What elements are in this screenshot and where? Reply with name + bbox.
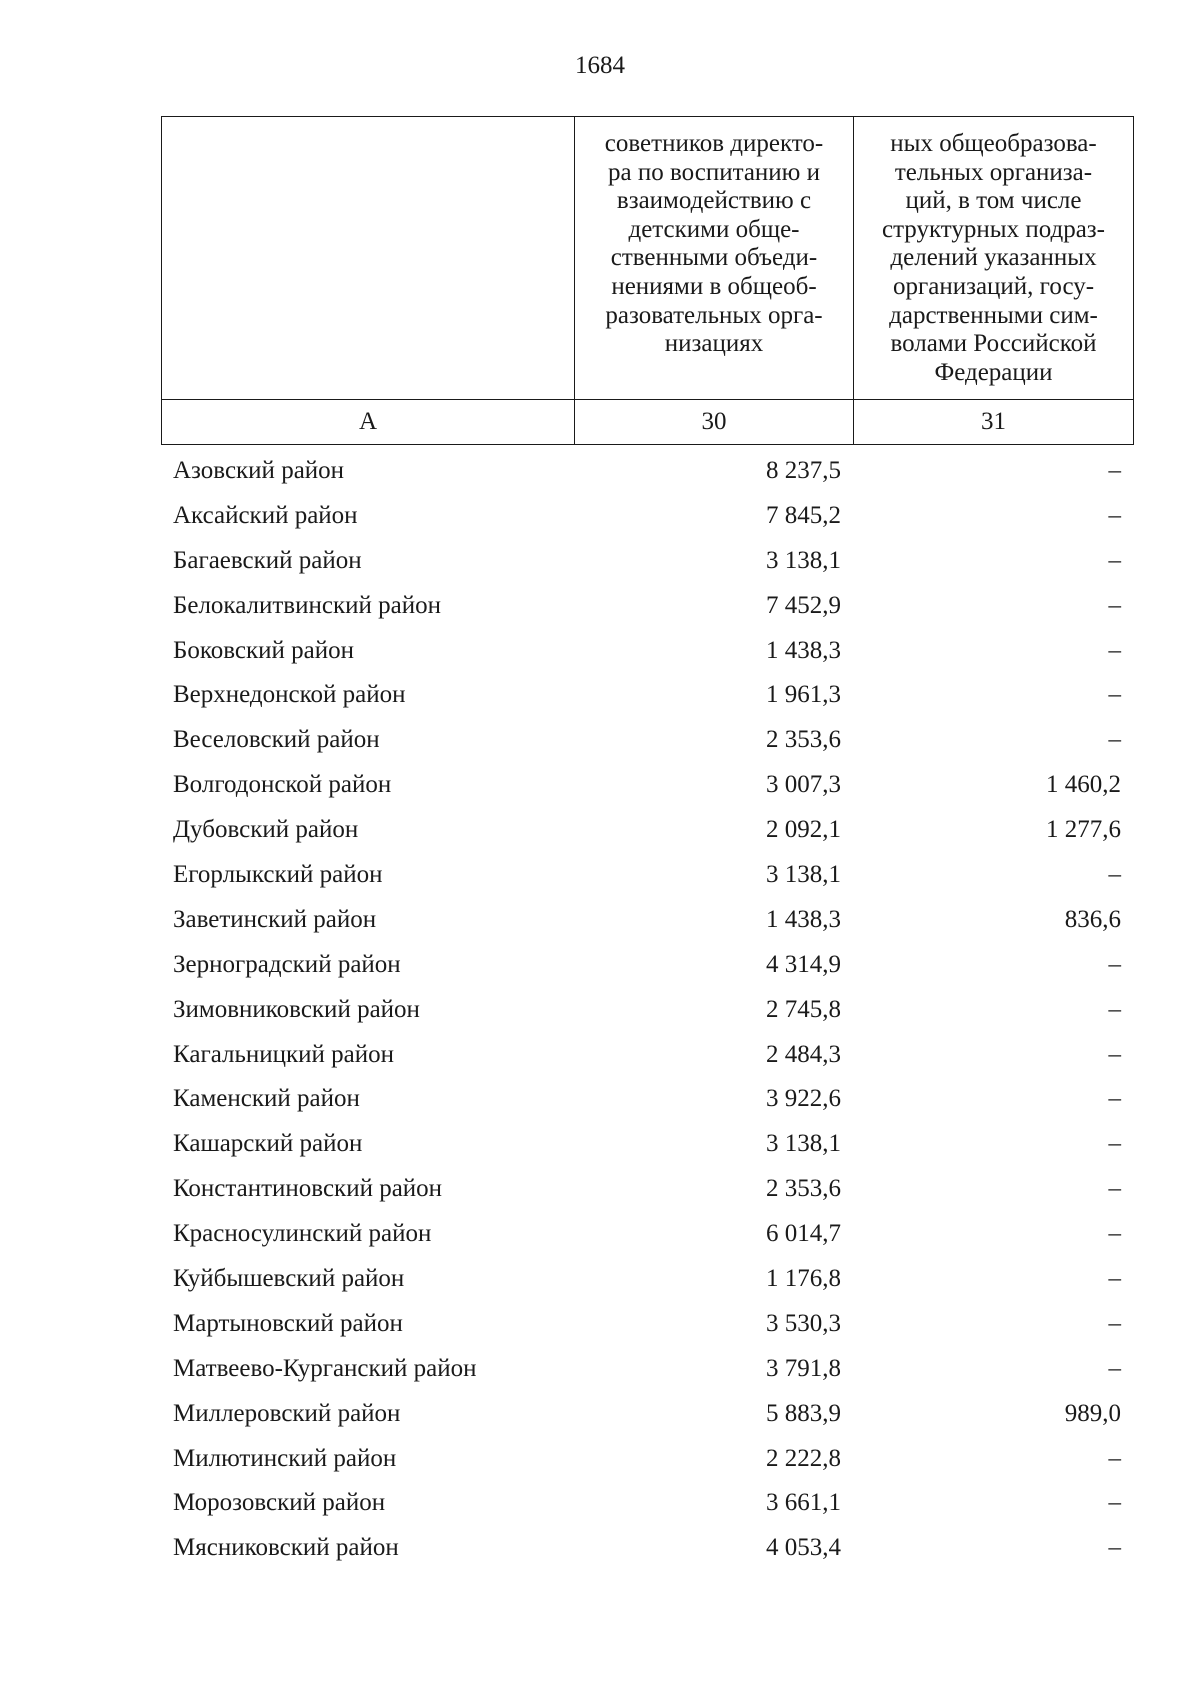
header-col-31-desc-line: дарственными сим-	[889, 301, 1098, 329]
district-name: Дубовский район	[173, 816, 359, 844]
header-col-31-desc-line: ций, в том числе	[905, 187, 1082, 215]
header-col-31-desc-line: тельных организа-	[894, 158, 1093, 186]
value-col-31: –	[1108, 1175, 1121, 1203]
value-col-31: –	[1108, 726, 1121, 754]
value-col-31: –	[1108, 950, 1121, 978]
value-col-31: 836,6	[1064, 905, 1121, 933]
district-name: Аксайский район	[173, 501, 358, 529]
header-description-row	[162, 117, 1134, 400]
value-col-30: 3 138,1	[766, 1130, 841, 1158]
table-row	[161, 765, 1133, 810]
district-name: Кагальницкий район	[173, 1040, 395, 1068]
value-col-31: 1 277,6	[1046, 816, 1121, 844]
value-col-31: –	[1108, 861, 1121, 889]
district-name: Мясниковский район	[173, 1534, 399, 1562]
value-col-30: 2 353,6	[766, 726, 841, 754]
value-col-30: 2 745,8	[766, 995, 841, 1023]
table-row	[161, 1124, 1133, 1169]
table-row	[161, 810, 1133, 855]
value-col-30: 5 883,9	[766, 1399, 841, 1427]
table-row	[161, 675, 1133, 720]
value-col-30: 8 237,5	[766, 457, 841, 484]
district-name: Зимовниковский район	[173, 995, 420, 1023]
value-col-31: –	[1108, 1354, 1121, 1382]
table-row	[161, 586, 1133, 631]
page-number: 1684	[575, 52, 625, 79]
value-col-30: 1 176,8	[766, 1265, 841, 1293]
value-col-30: 6 014,7	[766, 1220, 841, 1248]
value-col-31: –	[1108, 546, 1121, 574]
header-col-31-desc-line: структурных подраз-	[881, 215, 1105, 243]
table-row	[161, 1349, 1133, 1394]
table-row	[161, 631, 1133, 676]
table-row	[161, 1079, 1133, 1124]
value-col-31: –	[1108, 636, 1121, 664]
table-row	[161, 541, 1133, 586]
value-col-30: 3 791,8	[766, 1354, 841, 1382]
value-col-31: –	[1108, 1534, 1121, 1562]
value-col-30: 2 484,3	[766, 1040, 841, 1068]
header-col-30-desc-line: ственными объеди-	[610, 244, 818, 272]
header-col-31-desc	[854, 117, 1134, 400]
table-row	[161, 1483, 1133, 1528]
header-col-30-desc-line: разовательных орга-	[605, 301, 823, 329]
value-col-31: –	[1108, 1265, 1121, 1293]
header-col-30-desc-line: нениями в общеоб-	[611, 272, 817, 300]
value-col-30: 2 222,8	[766, 1444, 841, 1472]
table-row	[161, 1214, 1133, 1259]
value-col-30: 3 530,3	[766, 1309, 841, 1337]
district-name: Азовский район	[173, 457, 345, 484]
district-name: Кашарский район	[173, 1130, 363, 1158]
value-col-31: –	[1108, 457, 1121, 484]
table-row	[161, 451, 1133, 496]
district-name: Красносулинский район	[173, 1220, 432, 1248]
district-name: Зерноградский район	[173, 950, 401, 978]
district-name: Каменский район	[173, 1085, 360, 1113]
value-col-31: –	[1108, 1309, 1121, 1337]
table-row	[161, 1439, 1133, 1484]
table-row	[161, 1259, 1133, 1304]
value-col-31: –	[1108, 995, 1121, 1023]
value-col-31: –	[1108, 591, 1121, 619]
table-row	[161, 1394, 1133, 1439]
value-col-30: 3 138,1	[766, 546, 841, 574]
value-col-30: 1 961,3	[766, 681, 841, 709]
header-col-30-desc-line: ра по воспитанию и	[608, 158, 820, 186]
value-col-31: 1 460,2	[1046, 771, 1121, 799]
value-col-30: 4 053,4	[766, 1534, 841, 1562]
header-col-30-desc-line: детскими обще-	[628, 215, 800, 243]
table-body	[161, 451, 1133, 1573]
table-row	[161, 855, 1133, 900]
table-row	[161, 900, 1133, 945]
table-header	[161, 116, 1134, 445]
value-col-31: –	[1108, 501, 1121, 529]
value-col-31: –	[1108, 1130, 1121, 1158]
value-col-31: –	[1108, 1040, 1121, 1068]
value-col-30: 3 007,3	[766, 771, 841, 799]
value-col-30: 7 452,9	[766, 591, 841, 619]
value-col-31: –	[1108, 1085, 1121, 1113]
header-col-31-desc-line: Федерации	[934, 358, 1053, 386]
district-name: Заветинский район	[173, 905, 377, 933]
district-name: Миллеровский район	[173, 1399, 401, 1427]
table-row	[161, 1528, 1133, 1573]
district-name: Егорлыкский район	[173, 861, 383, 889]
value-col-31: –	[1108, 1489, 1121, 1517]
header-col-31-desc-line: ных общеобразова-	[890, 130, 1097, 157]
header-col-30-desc-line: низациях	[664, 330, 764, 358]
table-row	[161, 945, 1133, 990]
value-col-31: –	[1108, 1220, 1121, 1248]
header-col-31-num: 31	[854, 400, 1134, 445]
district-name: Милютинский район	[173, 1444, 397, 1472]
value-col-30: 2 092,1	[766, 816, 841, 844]
table-row	[161, 496, 1133, 541]
district-name: Веселовский район	[173, 726, 380, 754]
district-name: Мартыновский район	[173, 1309, 403, 1337]
table-row	[161, 990, 1133, 1035]
value-col-30: 7 845,2	[766, 501, 841, 529]
value-col-30: 3 922,6	[766, 1085, 841, 1113]
table-row	[161, 1169, 1133, 1214]
header-col-31-desc-line: делений указанных	[890, 244, 1097, 272]
value-col-31: 989,0	[1064, 1399, 1121, 1427]
district-name: Волгодонской район	[173, 771, 392, 799]
value-col-30: 1 438,3	[766, 905, 841, 933]
header-col-a-desc	[162, 117, 575, 400]
district-name: Морозовский район	[173, 1489, 386, 1517]
header-col-30-desc	[575, 117, 854, 400]
district-name: Верхнедонской район	[173, 681, 406, 709]
table-row	[161, 720, 1133, 765]
header-col-a-num: А	[162, 400, 575, 445]
table-row	[161, 1304, 1133, 1349]
district-name: Константиновский район	[173, 1175, 443, 1203]
value-col-30: 3 138,1	[766, 861, 841, 889]
header-col-30-desc-line: взаимодействию с	[616, 187, 812, 215]
value-col-30: 4 314,9	[766, 950, 841, 978]
district-name: Куйбышевский район	[173, 1265, 405, 1293]
header-col-30-desc-line: советников директо-	[604, 130, 824, 157]
value-col-31: –	[1108, 1444, 1121, 1472]
district-name: Белокалитвинский район	[173, 591, 441, 619]
district-name: Матвеево-Курганский район	[173, 1354, 477, 1382]
district-name: Боковский район	[173, 636, 354, 664]
value-col-31: –	[1108, 681, 1121, 709]
value-col-30: 2 353,6	[766, 1175, 841, 1203]
header-col-31-desc-line: волами Российской	[890, 330, 1097, 358]
value-col-30: 3 661,1	[766, 1489, 841, 1517]
district-name: Багаевский район	[173, 546, 362, 574]
header-col-31-desc-line: организаций, госу-	[892, 272, 1095, 300]
header-number-row	[162, 400, 1134, 445]
value-col-30: 1 438,3	[766, 636, 841, 664]
header-col-30-num: 30	[575, 400, 854, 445]
table-row	[161, 1035, 1133, 1080]
